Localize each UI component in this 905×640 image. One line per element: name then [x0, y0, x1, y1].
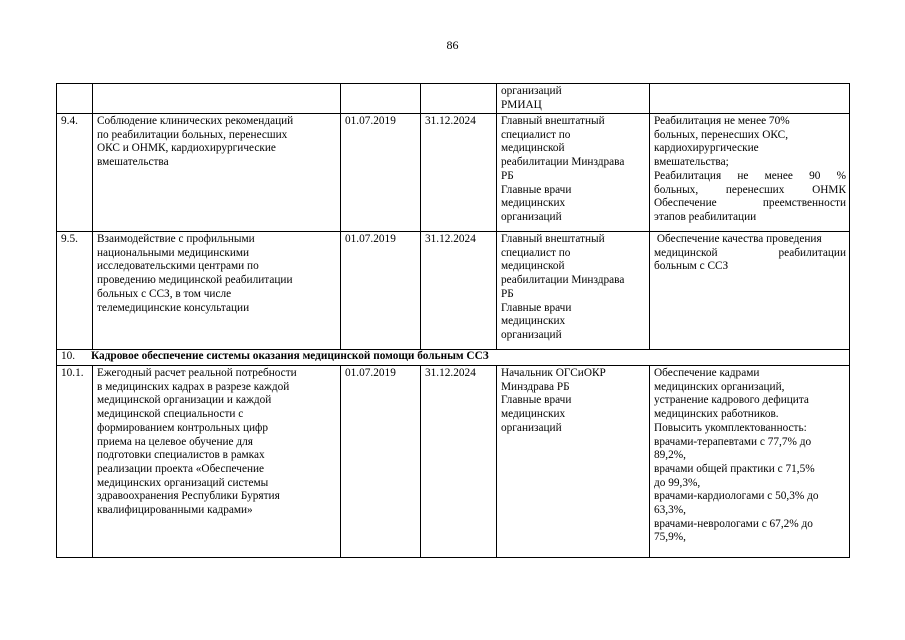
cell-num: 9.5. [57, 232, 93, 350]
result-line: Обеспечение преемственности [654, 197, 846, 210]
cell-executors [497, 366, 650, 558]
cell-executors [497, 84, 650, 114]
cell-activity [93, 366, 341, 558]
executor-line: Главный внештатный [501, 115, 605, 127]
result-line: до 99,3%, [654, 476, 701, 489]
executor-line: организаций [501, 421, 562, 434]
activity-line: медицинской специальности с [97, 408, 244, 421]
result-line: Реабилитация не менее 70% [654, 115, 790, 127]
cell-num: 10.1. [57, 366, 93, 558]
result-line: 89,2%, [654, 449, 687, 462]
activity-line: Ежегодный расчет реальной потребности [97, 367, 297, 379]
activity-line: медицинской организации и каждой [97, 394, 272, 407]
result-line: вмешательства; [654, 156, 729, 169]
result-line: 63,3%, [654, 504, 687, 517]
executor-line: организаций [501, 210, 562, 223]
executor-line: специалист по [501, 246, 571, 259]
cell-executors [497, 114, 650, 232]
cell-end: 31.12.2024 [421, 232, 497, 350]
executor-line: медицинской [501, 260, 565, 273]
activity-line: здравоохранения Республики Бурятия [97, 490, 280, 503]
activity-line: национальными медицинскими [97, 246, 250, 259]
activity-line: квалифицированными кадрами» [97, 504, 253, 517]
table-row-9-4 [57, 114, 850, 232]
result-line: врачами-терапевтами с 77,7% до [654, 435, 812, 448]
section-heading [57, 350, 850, 366]
result-line: врачами общей практики с 71,5% [654, 462, 815, 475]
result-line: врачами-неврологами с 67,2% до [654, 517, 813, 530]
executor-line: Главные врачи [501, 394, 572, 407]
section-number: 10. [61, 350, 76, 362]
result-line: больных, перенесших ОКС, [654, 128, 789, 141]
executor-line: Главный внештатный [501, 233, 605, 245]
activity-line: Соблюдение клинических рекомендаций [97, 115, 294, 127]
result-line: устранение кадрового дефицита [654, 394, 809, 407]
result-line: Обеспечение кадрами [654, 367, 760, 379]
page-number: 86 [446, 38, 459, 52]
activity-line: по реабилитации больных, перенесших [97, 128, 288, 141]
activity-line: формированием контрольных цифр [97, 421, 269, 434]
cell-activity [93, 232, 341, 350]
result-line: этапов реабилитации [654, 210, 757, 223]
cell-end: 31.12.2024 [421, 114, 497, 232]
activity-line: медицинских организаций системы [97, 476, 269, 489]
activity-line: реализации проекта «Обеспечение [97, 462, 265, 475]
result-line: медицинских работников. [654, 408, 779, 421]
result-line: больным с ССЗ [654, 260, 729, 273]
executor-line: Главные врачи [501, 301, 572, 314]
cell-num: 9.4. [57, 114, 93, 232]
cell-end [421, 84, 497, 114]
result-line: 75,9%, [654, 531, 687, 544]
table-row-section-10 [57, 350, 850, 366]
table-row-continuation [57, 84, 850, 114]
executor-line: специалист по [501, 128, 571, 141]
result-line: медицинских организаций, [654, 380, 785, 393]
result-line: больных, перенесших ОНМК [654, 183, 846, 196]
activity-line: проведению медицинской реабилитации [97, 274, 293, 287]
activity-line: приема на целевое обучение для [97, 435, 253, 448]
result-line: Повысить укомплектованность: [654, 421, 807, 434]
activity-line: телемедицинские консультации [97, 301, 250, 314]
result-line: кардиохирургические [654, 142, 759, 155]
executor-line: Минздрава РБ [501, 380, 570, 393]
cell-activity [93, 114, 341, 232]
executor-line: медицинской [501, 142, 565, 155]
activity-line: ОКС и ОНМК, кардиохирургические [97, 142, 276, 155]
cell-result [650, 84, 850, 114]
executor-line: организаций [501, 328, 562, 341]
cell-start: 01.07.2019 [341, 366, 421, 558]
result-line: медицинской реабилитации [654, 246, 846, 259]
executor-line: РБ [501, 287, 514, 300]
activity-line: Взаимодействие с профильными [97, 233, 255, 245]
cell-result [650, 232, 850, 350]
executor-line: РМИАЦ [501, 98, 542, 111]
cell-activity [93, 84, 341, 114]
cell-start: 01.07.2019 [341, 232, 421, 350]
cell-executors [497, 232, 650, 350]
cell-start: 01.07.2019 [341, 114, 421, 232]
cell-result [650, 366, 850, 558]
executor-line: медицинских [501, 197, 566, 210]
result-line: Реабилитация не менее 90 % [654, 169, 846, 182]
cell-start [341, 84, 421, 114]
activity-line: подготовки специалистов в рамках [97, 449, 265, 462]
executor-line: Начальник ОГСиОКР [501, 367, 606, 379]
action-plan-table [56, 83, 850, 558]
table-row-9-5 [57, 232, 850, 350]
section-title: Кадровое обеспечение системы оказания медицинской помощи больным ССЗ [91, 350, 489, 362]
result-line: врачами-кардиологами с 50,3% до [654, 490, 819, 503]
activity-line: исследовательскими центрами по [97, 260, 259, 273]
table-row-10-1 [57, 366, 850, 558]
activity-line: больных с ССЗ, в том числе [97, 287, 232, 300]
activity-line: вмешательства [97, 156, 169, 169]
executor-line: медицинских [501, 408, 566, 421]
executor-line: реабилитации Минздрава [501, 156, 625, 169]
cell-num [57, 84, 93, 114]
activity-line: в медицинских кадрах в разрезе каждой [97, 380, 290, 393]
result-line: Обеспечение качества проведения [654, 233, 822, 245]
executor-line: Главные врачи [501, 183, 572, 196]
executor-line: реабилитации Минздрава [501, 274, 625, 287]
cell-result [650, 114, 850, 232]
executor-line: РБ [501, 169, 514, 182]
executor-line: организаций [501, 85, 562, 97]
executor-line: медицинских [501, 315, 566, 328]
cell-end: 31.12.2024 [421, 366, 497, 558]
